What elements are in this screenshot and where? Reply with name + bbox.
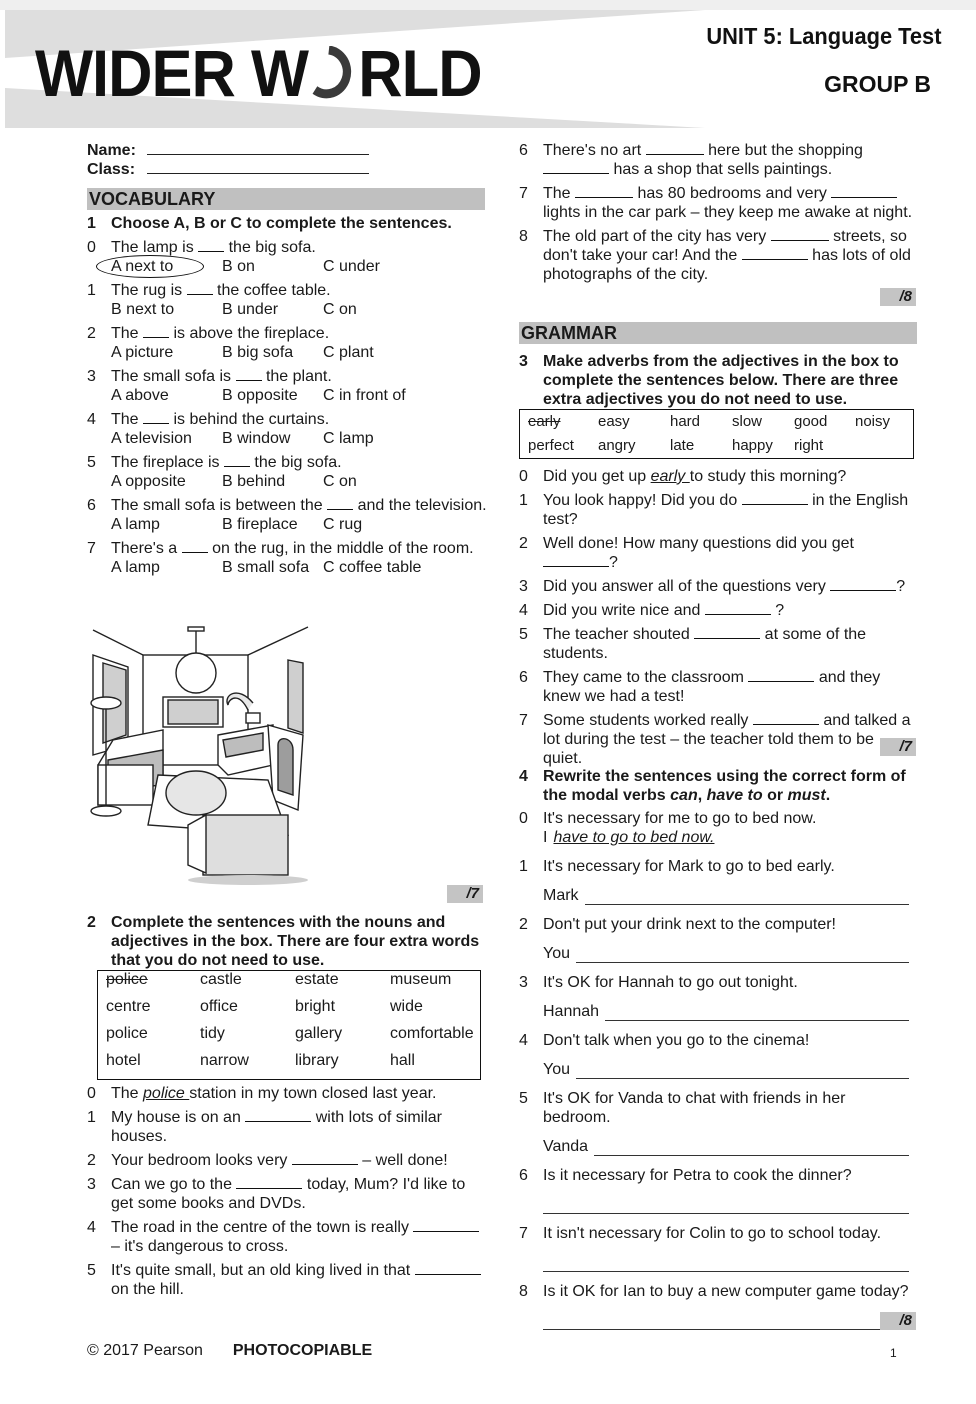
word-box-word: hard xyxy=(670,413,701,430)
answer-options xyxy=(87,472,487,491)
answer-blank[interactable] xyxy=(245,1108,311,1122)
task-1-instruction: 1 Choose A, B or C to complete the sentences. xyxy=(87,215,452,232)
question-text: The old part of the city has very streets, so don't take your car! And the has lots of old photographs of the city. xyxy=(543,228,911,283)
answer-blank[interactable] xyxy=(646,141,704,155)
answer-blank[interactable] xyxy=(413,1218,479,1232)
word-box-word: slow xyxy=(732,413,763,430)
question-number: 0 xyxy=(519,468,528,485)
word-box-word: estate xyxy=(295,971,339,988)
question-number: 6 xyxy=(519,142,528,159)
question-text: The police station in my town closed last year. xyxy=(111,1085,437,1102)
word-box-word: library xyxy=(295,1052,339,1069)
option-a[interactable]: A picture xyxy=(111,344,174,361)
copyright: © 2017 Pearson xyxy=(87,1342,203,1359)
question-number: 6 xyxy=(519,1167,528,1184)
word-box-word: police xyxy=(106,1025,148,1042)
question-text: Did you answer all of the questions very ? xyxy=(543,578,906,595)
living-room-illustration xyxy=(88,625,313,885)
section-header-grammar: GRAMMAR xyxy=(519,322,917,344)
rewrite-item xyxy=(519,809,917,847)
question-text: There's no art here but the shopping has a shop that sells paintings. xyxy=(543,142,863,178)
word-box-word: early xyxy=(528,413,561,430)
answer-blank[interactable] xyxy=(742,246,808,260)
answer-blank[interactable] xyxy=(187,281,213,295)
name-field-row xyxy=(87,141,487,160)
question-item xyxy=(87,1084,487,1103)
rewrite-item xyxy=(519,857,917,905)
question-item xyxy=(87,367,487,405)
word-box-word: police xyxy=(106,971,148,988)
page-edge xyxy=(0,0,976,10)
option-a[interactable]: B next to xyxy=(111,301,175,318)
task-4 xyxy=(519,767,917,1330)
brand-logo: WIDER W RLD xyxy=(35,36,482,110)
question-number: 1 xyxy=(519,492,528,509)
question-number: 4 xyxy=(519,602,528,619)
word-box-word: comfortable xyxy=(390,1025,474,1042)
option-b[interactable]: B on xyxy=(222,258,255,275)
question-item xyxy=(87,238,487,276)
rewrite-item xyxy=(519,1031,917,1079)
question-text: Well done! How many questions did you get ? xyxy=(543,535,854,571)
answer-blank[interactable] xyxy=(224,453,250,467)
question-item xyxy=(519,141,919,179)
word-box-word: hall xyxy=(390,1052,415,1069)
question-number: 1 xyxy=(87,1109,96,1126)
question-item xyxy=(87,324,487,362)
question-number: 0 xyxy=(87,1085,96,1102)
question-number: 4 xyxy=(519,1032,528,1049)
question-item xyxy=(519,491,917,529)
prompt-sentence: Don't talk when you go to the cinema! xyxy=(543,1032,810,1049)
question-text: The is above the fireplace. xyxy=(111,325,330,342)
word-box-word: angry xyxy=(598,437,636,454)
group-label: GROUP B xyxy=(824,71,931,97)
task-1-score: /7 xyxy=(447,885,483,903)
question-number: 3 xyxy=(87,1176,96,1193)
task-2-score: /8 xyxy=(880,288,916,306)
answer-line[interactable] xyxy=(576,1065,909,1079)
footer xyxy=(87,1342,372,1360)
answer-line[interactable] xyxy=(605,1007,909,1021)
answer-blank[interactable] xyxy=(236,367,262,381)
question-number: 3 xyxy=(87,368,96,385)
option-c[interactable]: C in front of xyxy=(323,387,406,404)
question-number: 3 xyxy=(519,974,528,991)
answer-blank[interactable] xyxy=(748,668,814,682)
answer-blank[interactable] xyxy=(543,553,609,567)
answer-line[interactable] xyxy=(576,949,909,963)
answer-start: Hannah xyxy=(543,1003,600,1020)
question-text: The has 80 bedrooms and very lights in the car park – they keep me awake at night. xyxy=(543,185,913,221)
word-box-word: office xyxy=(200,998,238,1015)
prompt-sentence: It's OK for Vanda to chat with friends in her bedroom. xyxy=(543,1090,846,1126)
question-number: 4 xyxy=(87,1219,96,1236)
answer-start: You xyxy=(543,945,570,962)
question-item xyxy=(519,534,917,572)
question-number: 2 xyxy=(519,535,528,552)
prompt-sentence: It's OK for Hannah to go out tonight. xyxy=(543,974,798,991)
prompt-sentence: Don't put your drink next to the computer! xyxy=(543,916,836,933)
question-text: You look happy! Did you do in the English test? xyxy=(543,492,909,528)
question-text: Some students worked really and talked a lot during the test – the teacher told them to be quiet. xyxy=(543,712,911,767)
option-c[interactable]: C on xyxy=(323,473,357,490)
answer-blank[interactable] xyxy=(694,625,760,639)
word-box-word: noisy xyxy=(855,413,891,430)
word-box-task-3 xyxy=(519,409,914,459)
task-3-instruction: 3 Make adverbs from the adjectives in the box to complete the sentences below. There are three extra adjectives you do not need to use. xyxy=(519,353,899,408)
question-item xyxy=(519,601,917,620)
word-box-word: hotel xyxy=(106,1052,141,1069)
question-item xyxy=(87,281,487,319)
task-2 xyxy=(87,913,487,1299)
option-b[interactable]: B big sofa xyxy=(222,344,294,361)
answer-options xyxy=(87,343,487,362)
answer-blank[interactable] xyxy=(543,160,609,174)
task-4-items xyxy=(519,809,917,1330)
option-b[interactable]: B small sofa xyxy=(222,559,310,576)
word-box-word: late xyxy=(670,437,695,454)
question-text: Did you write nice and ? xyxy=(543,602,785,619)
question-number: 3 xyxy=(519,578,528,595)
prompt-sentence: It isn't necessary for Colin to go to school today. xyxy=(543,1225,882,1242)
example-answer: early xyxy=(650,468,690,485)
rewrite-item xyxy=(519,1166,917,1214)
word-box-word: easy xyxy=(598,413,630,430)
question-number: 8 xyxy=(519,1283,528,1300)
question-text: They came to the classroom and they knew we had a test! xyxy=(543,669,881,705)
word-box-word: wide xyxy=(390,998,423,1015)
rewrite-item xyxy=(519,1224,917,1272)
answer-start: Mark xyxy=(543,887,579,904)
question-text: The fireplace is the big sofa. xyxy=(111,454,342,471)
question-number: 1 xyxy=(87,282,96,299)
question-item xyxy=(519,227,919,284)
word-box-word: centre xyxy=(106,998,151,1015)
option-b[interactable]: B fireplace xyxy=(222,516,298,533)
question-number: 5 xyxy=(519,1090,528,1107)
question-text: The road in the centre of the town is really – it's dangerous to cross. xyxy=(111,1218,487,1256)
option-a[interactable]: A lamp xyxy=(111,559,160,576)
answer-start: You xyxy=(543,1061,570,1078)
question-text: The lamp is the big sofa. xyxy=(111,239,316,256)
logo-ring-icon xyxy=(310,44,357,98)
option-c[interactable]: C lamp xyxy=(323,430,374,447)
question-text: There's a on the rug, in the middle of the room. xyxy=(111,540,474,557)
question-item xyxy=(87,1151,487,1170)
rewrite-item xyxy=(519,973,917,1021)
question-text: My house is on an with lots of similar houses. xyxy=(111,1109,442,1145)
word-box-word: good xyxy=(794,413,828,430)
prompt-sentence: Is it OK for Ian to buy a new computer game today? xyxy=(543,1283,909,1300)
option-c[interactable]: C under xyxy=(323,258,380,275)
prompt-sentence: Is it necessary for Petra to cook the dinner? xyxy=(543,1167,852,1184)
answer-blank[interactable] xyxy=(292,1151,358,1165)
option-b[interactable]: B under xyxy=(222,301,279,318)
question-item xyxy=(87,1175,487,1213)
task-1-items xyxy=(87,238,487,577)
question-number: 1 xyxy=(519,858,528,875)
question-number: 2 xyxy=(519,916,528,933)
question-item xyxy=(519,577,917,596)
answer-options xyxy=(87,515,487,534)
option-b[interactable]: B behind xyxy=(222,473,286,490)
answer-line[interactable] xyxy=(543,1258,909,1272)
answer-start: Vanda xyxy=(543,1138,589,1155)
prompt-sentence: It's necessary for me to go to bed now. xyxy=(543,810,817,827)
word-box-task-2 xyxy=(97,970,481,1080)
task-4-instruction: 4 Rewrite the sentences using the correct form of the modal verbs can, have to or must. xyxy=(519,768,906,804)
grammar-section xyxy=(519,322,917,768)
word-box-word: perfect xyxy=(528,437,574,454)
word-box-word: bright xyxy=(295,998,336,1015)
question-text: The small sofa is between the and the television. xyxy=(111,497,487,514)
answer-line[interactable] xyxy=(543,1200,909,1214)
word-box-word: gallery xyxy=(295,1025,343,1042)
question-item xyxy=(519,668,917,706)
class-field[interactable] xyxy=(147,161,369,174)
right-column xyxy=(519,141,919,284)
question-item xyxy=(87,539,487,577)
question-item xyxy=(87,453,487,491)
question-number: 0 xyxy=(87,239,96,256)
left-column xyxy=(87,141,487,577)
answer-blank[interactable] xyxy=(182,539,208,553)
word-box-word: museum xyxy=(390,971,452,988)
word-box-word: happy xyxy=(732,437,773,454)
question-number: 7 xyxy=(519,185,528,202)
question-text: The rug is the coffee table. xyxy=(111,282,331,299)
question-item xyxy=(519,184,919,222)
question-number: 5 xyxy=(87,1262,96,1279)
question-text: Did you get up early to study this morning? xyxy=(543,468,847,485)
option-a[interactable]: A above xyxy=(111,387,169,404)
answer-blank[interactable] xyxy=(705,601,771,615)
task-4-score: /8 xyxy=(880,1312,916,1330)
name-label: Name: xyxy=(87,142,136,159)
option-a[interactable]: A lamp xyxy=(111,516,160,533)
unit-title: UNIT 5: Language Test xyxy=(705,23,941,49)
question-number: 7 xyxy=(519,712,528,729)
example-answer: have to go to bed now. xyxy=(553,829,715,846)
word-box-word: right xyxy=(794,437,824,454)
question-number: 5 xyxy=(87,454,96,471)
question-text: The teacher shouted at some of the students. xyxy=(543,626,867,662)
question-item xyxy=(87,410,487,448)
word-box-word: castle xyxy=(200,971,242,988)
header xyxy=(5,10,976,128)
option-b[interactable]: B opposite xyxy=(222,387,298,404)
rewrite-item xyxy=(519,915,917,963)
question-item xyxy=(519,711,917,768)
answer-line[interactable] xyxy=(585,891,909,905)
question-item xyxy=(519,467,917,486)
question-number: 7 xyxy=(87,540,96,557)
option-c[interactable]: C rug xyxy=(323,516,363,533)
question-item xyxy=(87,1261,487,1299)
answer-blank[interactable] xyxy=(771,227,829,241)
task-2-items xyxy=(87,1084,487,1299)
question-text: The is behind the curtains. xyxy=(111,411,330,428)
task-2-instruction: 2 Complete the sentences with the nouns and adjectives in the box. There are four extra words that you do not need to use. xyxy=(87,914,480,969)
question-item xyxy=(87,496,487,534)
rewrite-item xyxy=(519,1282,917,1330)
answer-options xyxy=(87,429,487,448)
answer-line[interactable] xyxy=(543,1316,909,1330)
question-item xyxy=(87,1108,487,1146)
prompt-sentence: It's necessary for Mark to go to bed early. xyxy=(543,858,835,875)
answer-blank[interactable] xyxy=(415,1261,481,1275)
answer-start: I xyxy=(543,829,548,846)
name-field[interactable] xyxy=(147,142,369,155)
question-number: 0 xyxy=(519,810,528,827)
example-answer: police xyxy=(143,1085,190,1102)
option-a[interactable]: A next to xyxy=(111,257,222,276)
task-2-items-continued xyxy=(519,141,919,284)
question-number: 2 xyxy=(87,325,96,342)
option-a[interactable]: A opposite xyxy=(111,473,186,490)
question-number: 8 xyxy=(519,228,528,245)
photocopiable-label: PHOTOCOPIABLE xyxy=(232,1342,373,1359)
section-header-vocabulary: VOCABULARY xyxy=(87,188,485,210)
question-number: 6 xyxy=(519,669,528,686)
question-item xyxy=(519,625,917,663)
answer-blank[interactable] xyxy=(742,491,808,505)
answer-blank[interactable] xyxy=(830,577,896,591)
option-c[interactable]: C plant xyxy=(323,344,374,361)
question-text: The small sofa is the plant. xyxy=(111,368,332,385)
question-number: 4 xyxy=(87,411,96,428)
question-number: 2 xyxy=(87,1152,96,1169)
answer-options xyxy=(87,386,487,405)
question-number: 5 xyxy=(519,626,528,643)
class-field-row xyxy=(87,160,487,179)
answer-blank[interactable] xyxy=(236,1175,302,1189)
rewrite-item xyxy=(519,1089,917,1156)
answer-blank[interactable] xyxy=(143,410,169,424)
question-number: 6 xyxy=(87,497,96,514)
question-text: Can we go to the today, Mum? I'd like to get some books and DVDs. xyxy=(111,1176,466,1212)
task-3-items xyxy=(519,467,917,768)
option-a[interactable]: A television xyxy=(111,430,192,447)
answer-blank[interactable] xyxy=(753,711,819,725)
word-box-word: narrow xyxy=(200,1052,249,1069)
question-text: Your bedroom looks very – well done! xyxy=(111,1152,448,1169)
answer-blank[interactable] xyxy=(143,324,169,338)
task-3-score: /7 xyxy=(880,738,916,756)
option-b[interactable]: B window xyxy=(222,430,291,447)
question-item xyxy=(87,1218,487,1256)
answer-blank[interactable] xyxy=(831,184,897,198)
option-c[interactable]: C on xyxy=(323,301,357,318)
answer-blank[interactable] xyxy=(575,184,633,198)
answer-line[interactable] xyxy=(594,1142,909,1156)
option-c[interactable]: C coffee table xyxy=(323,559,422,576)
word-box-word: tidy xyxy=(200,1025,225,1042)
class-label: Class: xyxy=(87,161,136,178)
question-text: It's quite small, but an old king lived in that on the hill. xyxy=(111,1261,487,1299)
page-number: 1 xyxy=(890,1346,897,1360)
answer-options xyxy=(87,257,487,276)
answer-options xyxy=(87,558,487,577)
answer-blank[interactable] xyxy=(198,238,224,252)
question-number: 7 xyxy=(519,1225,528,1242)
answer-options xyxy=(87,300,487,319)
answer-blank[interactable] xyxy=(327,496,353,510)
